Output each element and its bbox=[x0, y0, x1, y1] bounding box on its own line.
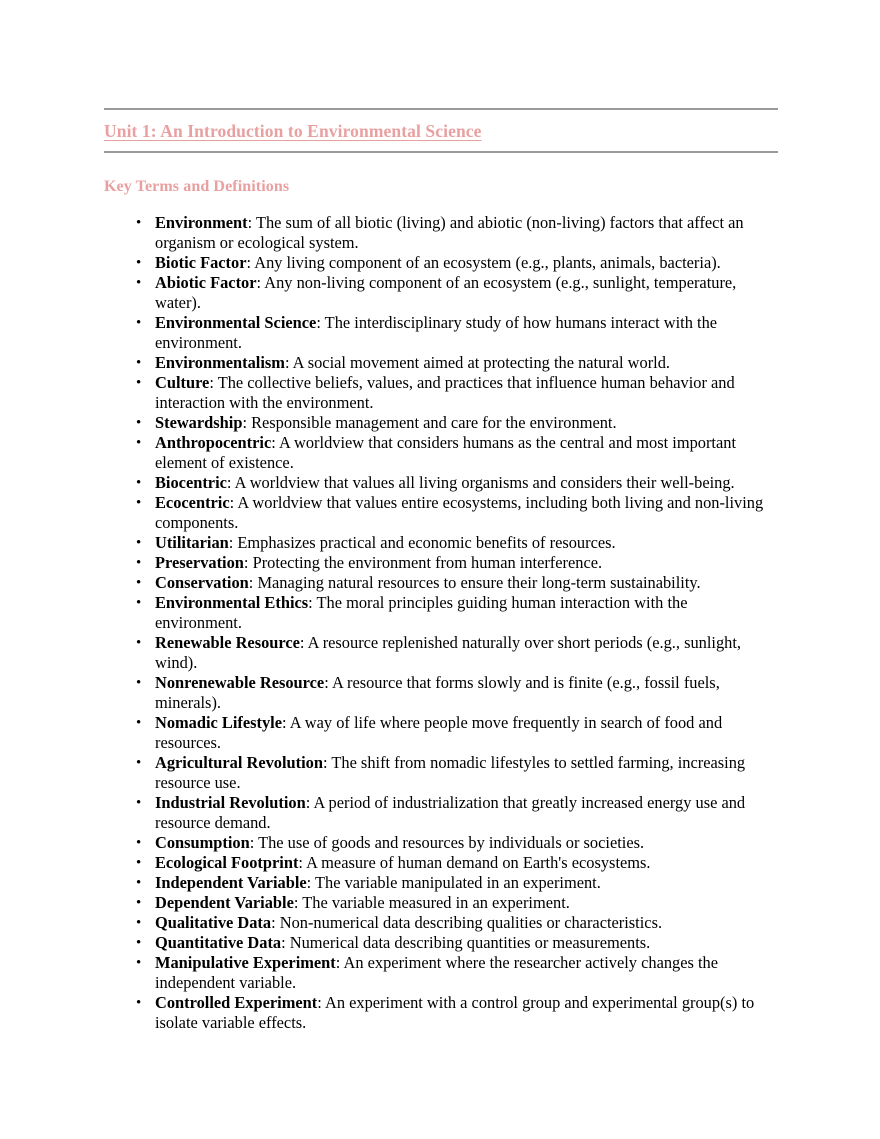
list-item bbox=[155, 893, 778, 913]
list-item bbox=[155, 353, 778, 373]
term-definition: : A resource that forms slowly and is finite (e.g., fossil fuels, minerals). bbox=[155, 673, 720, 713]
list-item bbox=[155, 833, 778, 853]
list-item bbox=[155, 213, 778, 253]
term-label: Environmental Science bbox=[155, 313, 317, 333]
term-definition: : A social movement aimed at protecting the natural world. bbox=[284, 353, 671, 373]
term-definition: : Responsible management and care for the environment. bbox=[242, 413, 617, 433]
term-label: Nomadic Lifestyle bbox=[155, 713, 283, 733]
list-item bbox=[155, 853, 778, 873]
term-label: Environment bbox=[155, 213, 248, 233]
term-label: Utilitarian bbox=[155, 533, 229, 553]
list-item bbox=[155, 873, 778, 893]
section-heading-key-terms: Key Terms and Definitions bbox=[104, 178, 290, 195]
page-title: Unit 1: An Introduction to Environmental Science bbox=[104, 121, 482, 141]
term-label: Renewable Resource bbox=[155, 633, 300, 653]
term-definition: : Any non-living component of an ecosystem (e.g., sunlight, temperature, water). bbox=[155, 273, 737, 313]
term-definition: : A period of industrialization that greatly increased energy use and resource demand. bbox=[155, 793, 746, 833]
term-label: Biocentric bbox=[155, 473, 227, 493]
title-block bbox=[104, 110, 778, 151]
term-label: Manipulative Experiment bbox=[155, 953, 336, 973]
term-label: Ecocentric bbox=[155, 493, 230, 513]
term-label: Environmental Ethics bbox=[155, 593, 309, 613]
term-label: Nonrenewable Resource bbox=[155, 673, 325, 693]
term-definition: : The sum of all biotic (living) and abiotic (non-living) factors that affect an organism or ecological system. bbox=[155, 213, 744, 253]
term-definition: : A worldview that values entire ecosystems, including both living and non-living components. bbox=[155, 493, 764, 533]
term-label: Consumption bbox=[155, 833, 250, 853]
list-item bbox=[155, 593, 778, 633]
document-content bbox=[104, 108, 778, 1033]
term-definition: : Managing natural resources to ensure their long-term sustainability. bbox=[248, 573, 701, 593]
term-definition: : A measure of human demand on Earth's ecosystems. bbox=[298, 853, 651, 873]
term-label: Ecological Footprint bbox=[155, 853, 299, 873]
term-definition: : Any living component of an ecosystem (e.g., plants, animals, bacteria). bbox=[246, 253, 721, 273]
term-label: Conservation bbox=[155, 573, 249, 593]
list-item bbox=[155, 793, 778, 833]
list-item bbox=[155, 433, 778, 473]
list-item bbox=[155, 953, 778, 993]
term-label: Stewardship bbox=[155, 413, 243, 433]
term-label: Quantitative Data bbox=[155, 933, 282, 953]
term-label: Environmentalism bbox=[155, 353, 285, 373]
list-item bbox=[155, 673, 778, 713]
list-item bbox=[155, 633, 778, 673]
list-item bbox=[155, 753, 778, 793]
term-label: Preservation bbox=[155, 553, 244, 573]
list-item bbox=[155, 553, 778, 573]
list-item bbox=[155, 493, 778, 533]
term-definition: : Numerical data describing quantities or measurements. bbox=[281, 933, 651, 953]
term-label: Dependent Variable bbox=[155, 893, 294, 913]
term-label: Controlled Experiment bbox=[155, 993, 318, 1013]
term-definition: : An experiment with a control group and experimental group(s) to isolate variable effects. bbox=[155, 993, 755, 1033]
term-definition: : A way of life where people move frequently in search of food and resources. bbox=[155, 713, 723, 753]
key-terms-list bbox=[104, 213, 778, 1033]
term-definition: : Protecting the environment from human interference. bbox=[243, 553, 603, 573]
term-definition: : The interdisciplinary study of how humans interact with the environment. bbox=[155, 313, 718, 353]
list-item bbox=[155, 313, 778, 353]
term-definition: : The use of goods and resources by individuals or societies. bbox=[249, 833, 645, 853]
term-definition: : The variable manipulated in an experiment. bbox=[306, 873, 601, 893]
list-item bbox=[155, 993, 778, 1033]
term-definition: : The shift from nomadic lifestyles to settled farming, increasing resource use. bbox=[155, 753, 746, 793]
term-definition: : A worldview that considers humans as the central and most important element of existence. bbox=[155, 433, 737, 473]
term-definition: : Non-numerical data describing qualities or characteristics. bbox=[271, 913, 663, 933]
term-definition: : An experiment where the researcher actively changes the independent variable. bbox=[155, 953, 719, 993]
list-item bbox=[155, 413, 778, 433]
list-item bbox=[155, 373, 778, 413]
list-item bbox=[155, 273, 778, 313]
term-definition: : The collective beliefs, values, and practices that influence human behavior and interaction with the environment. bbox=[155, 373, 735, 413]
term-definition: : A worldview that values all living organisms and considers their well-being. bbox=[226, 473, 735, 493]
list-item bbox=[155, 473, 778, 493]
list-item bbox=[155, 713, 778, 753]
term-label: Qualitative Data bbox=[155, 913, 272, 933]
term-label: Anthropocentric bbox=[155, 433, 272, 453]
list-item bbox=[155, 533, 778, 553]
list-item bbox=[155, 573, 778, 593]
term-label: Biotic Factor bbox=[155, 253, 247, 273]
term-label: Agricultural Revolution bbox=[155, 753, 323, 773]
term-label: Culture bbox=[155, 373, 210, 393]
term-label: Abiotic Factor bbox=[155, 273, 257, 293]
term-definition: : Emphasizes practical and economic benefits of resources. bbox=[228, 533, 616, 553]
term-definition: : The variable measured in an experiment. bbox=[293, 893, 570, 913]
term-definition: : A resource replenished naturally over short periods (e.g., sunlight, wind). bbox=[155, 633, 741, 673]
term-label: Independent Variable bbox=[155, 873, 307, 893]
term-label: Industrial Revolution bbox=[155, 793, 306, 813]
list-item bbox=[155, 913, 778, 933]
term-definition: : The moral principles guiding human interaction with the environment. bbox=[155, 593, 688, 633]
list-item bbox=[155, 933, 778, 953]
list-item bbox=[155, 253, 778, 273]
